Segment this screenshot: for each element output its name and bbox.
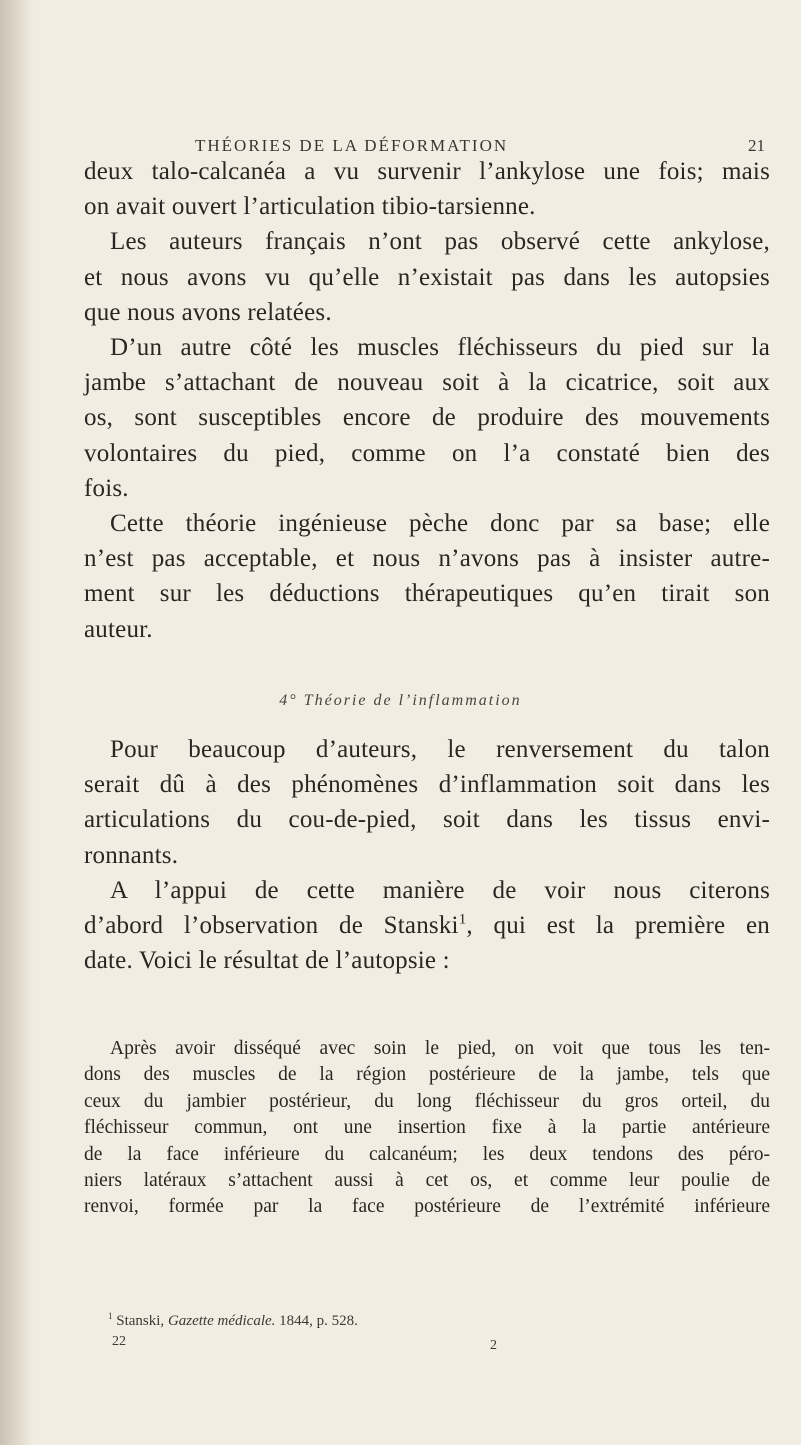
text-line: que nous avons relatées. (84, 298, 332, 326)
binding-shadow (0, 0, 34, 1445)
page-number: 21 (748, 136, 765, 155)
footnote-marker: 1 (108, 1311, 113, 1321)
text-line: n’est pas acceptable, et nous n’avons pas à insister autre- (84, 545, 770, 573)
footnote-author: Stanski, (116, 1313, 165, 1329)
text-line: Pour beaucoup d’auteurs, le renversement du talon (110, 736, 770, 763)
text-line: et nous avons vu qu’elle n’existait pas dans les autopsies (84, 263, 770, 291)
footnote-journal: Gazette médicale. (167, 1313, 276, 1329)
footnote-details: 1844, p. 528. (279, 1313, 358, 1329)
text-line: d’abord l’observation de Stanski$^1$, qui est la première en (84, 911, 770, 940)
quote-line: de la face inférieure du calcanéum; les deux tendons des péro- (84, 1143, 770, 1165)
text-line: auteur. (84, 615, 153, 643)
text-line: ronnants. (84, 841, 179, 869)
quote-line: ceux du jambier postérieur, du long fléchisseur du gros orteil, du (84, 1090, 770, 1112)
body-text-mid (84, 732, 770, 978)
text-line: Cette théorie ingénieuse pèche donc par sa base; elle (110, 510, 770, 538)
text-line: A l’appui de cette manière de voir nous citerons (110, 876, 770, 904)
quote-line: renvoi, formée par la face postérieure de l’extrémité inférieure (84, 1196, 770, 1218)
text-line: serait dû à des phénomènes d’inflammation soit dans les (84, 771, 770, 799)
quote-line: fléchisseur commun, ont une insertion fixe à la partie antérieure (84, 1117, 770, 1139)
section-title: 4° Théorie de l’inflammation (279, 692, 522, 709)
footnote-reference[interactable]: 1 (458, 911, 467, 928)
text-line: date. Voici le résultat de l’autopsie : (84, 947, 450, 975)
text-line: fois. (84, 474, 129, 502)
text-line: ment sur les déductions thérapeutiques qu’en tirait son (84, 580, 770, 608)
running-head (195, 136, 765, 156)
quote-line: niers latéraux s’attachent aussi à cet os, et comme leur poulie de (84, 1170, 770, 1192)
text-line: Les auteurs français n’ont pas observé cette ankylose, (110, 228, 770, 256)
text-fragment: d’abord l’observation de Stanski (84, 912, 459, 940)
quote-line: dons des muscles de la région postérieure de la jambe, tels que (84, 1064, 770, 1086)
signature-mark-left: 22 (112, 1334, 126, 1349)
running-head-title: THÉORIES DE LA DÉFORMATION (195, 136, 509, 155)
footnote (108, 1313, 608, 1330)
signature-mark-right: 2 (490, 1338, 497, 1353)
quote-line: Après avoir disséqué avec soin le pied, on voit que tous les ten- (110, 1038, 770, 1059)
text-fragment: qui est la première en (493, 912, 770, 940)
text-line: articulations du cou-de-pied, soit dans les tissus envi- (84, 806, 770, 834)
text-line: jambe s’attachant de nouveau soit à la cicatrice, soit aux (84, 369, 770, 397)
text-line: deux talo-calcanéa a vu survenir l’ankylose une fois; mais (84, 158, 770, 185)
text-line: on avait ouvert l’articulation tibio-tarsienne. (84, 193, 536, 221)
text-line: os, sont susceptibles encore de produire des mouvements (84, 404, 770, 432)
text-line: D’un autre côté les muscles fléchisseurs du pied sur la (110, 334, 770, 362)
text-line: volontaires du pied, comme on l’a constaté bien des (84, 439, 770, 467)
quoted-autopsy-text (84, 1036, 770, 1221)
body-text-top (84, 154, 770, 647)
